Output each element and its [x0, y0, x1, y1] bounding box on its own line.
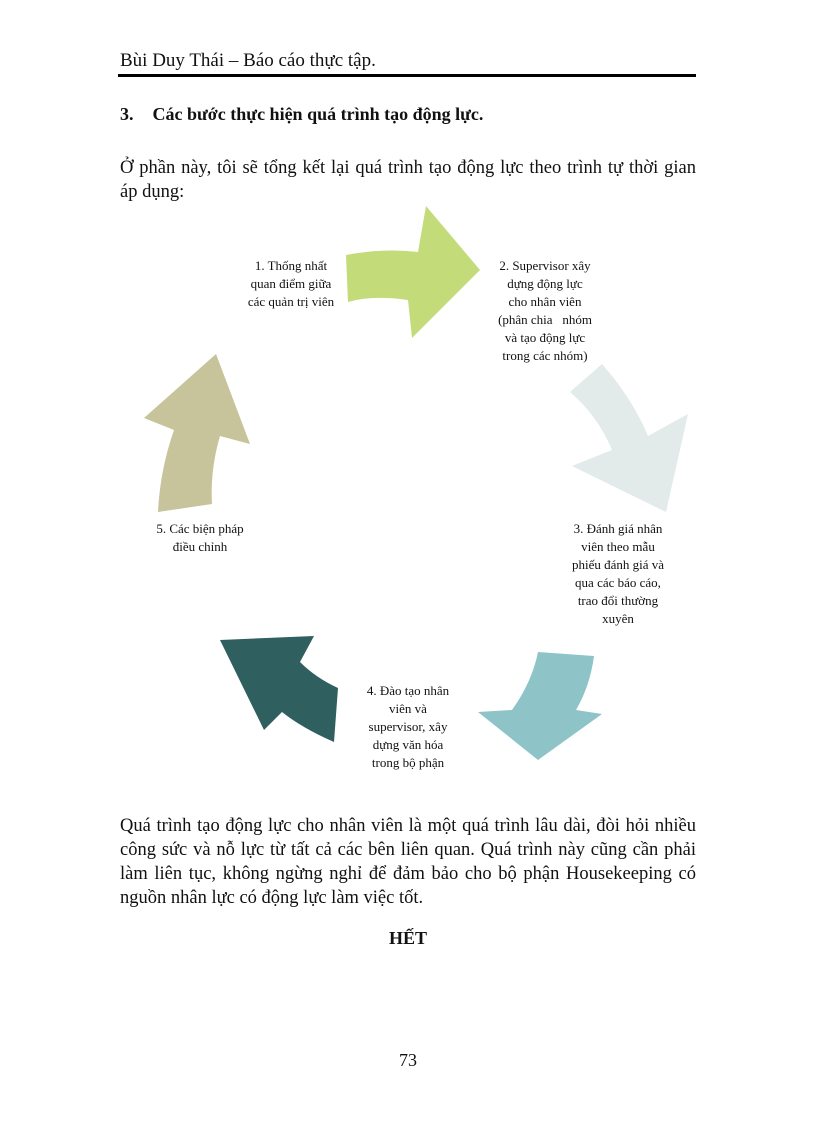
closing-paragraph: Quá trình tạo động lực cho nhân viên là một quá trình lâu dài, đòi hỏi nhiều công sức và nỗ lực từ tất cả các bên liên quan. Quá trình này cũng cần phải làm liên tục, không ngừng nghỉ để đảm bảo cho bộ phận Housekeeping có nguồn nhân lực có động lực làm việc tốt. — [120, 816, 696, 908]
step-label-3: 3. Đánh giá nhân viên theo mẫu phiếu đánh giá và qua các báo cáo, trao đổi thường xuyên — [571, 521, 665, 626]
end-marker: HẾT — [388, 928, 427, 948]
header-rule — [118, 74, 696, 77]
cycle-arrow-4 — [220, 636, 338, 742]
section-title: Các bước thực hiện quá trình tạo động lực. — [152, 104, 484, 124]
cycle-arrow-5 — [144, 354, 250, 512]
section-heading — [120, 104, 483, 125]
step-label-4: 4. Đào tạo nhân viên và supervisor, xây dựng văn hóa trong bộ phận — [366, 683, 450, 770]
step-label-2: 2. Supervisor xây dựng động lực cho nhân viên (phân chia nhóm và tạo động lực trong các nhóm) — [498, 258, 592, 363]
cycle-arrow-1 — [346, 206, 480, 338]
page-header: Bùi Duy Thái – Báo cáo thực tập. — [120, 50, 376, 71]
step-label-1: 1. Thống nhất quan điểm giữa các quản trị viên — [247, 258, 335, 309]
intro-paragraph: Ở phần này, tôi sẽ tổng kết lại quá trình tạo động lực theo trình tự thời gian áp dụng: — [120, 158, 696, 202]
page-number: 73 — [399, 1050, 417, 1070]
cycle-arrow-2 — [570, 364, 688, 512]
process-cycle-diagram — [120, 200, 700, 790]
cycle-arrow-3 — [478, 652, 602, 760]
section-number: 3. — [120, 104, 134, 124]
step-label-5: 5. Các biện pháp điều chỉnh — [156, 521, 244, 554]
